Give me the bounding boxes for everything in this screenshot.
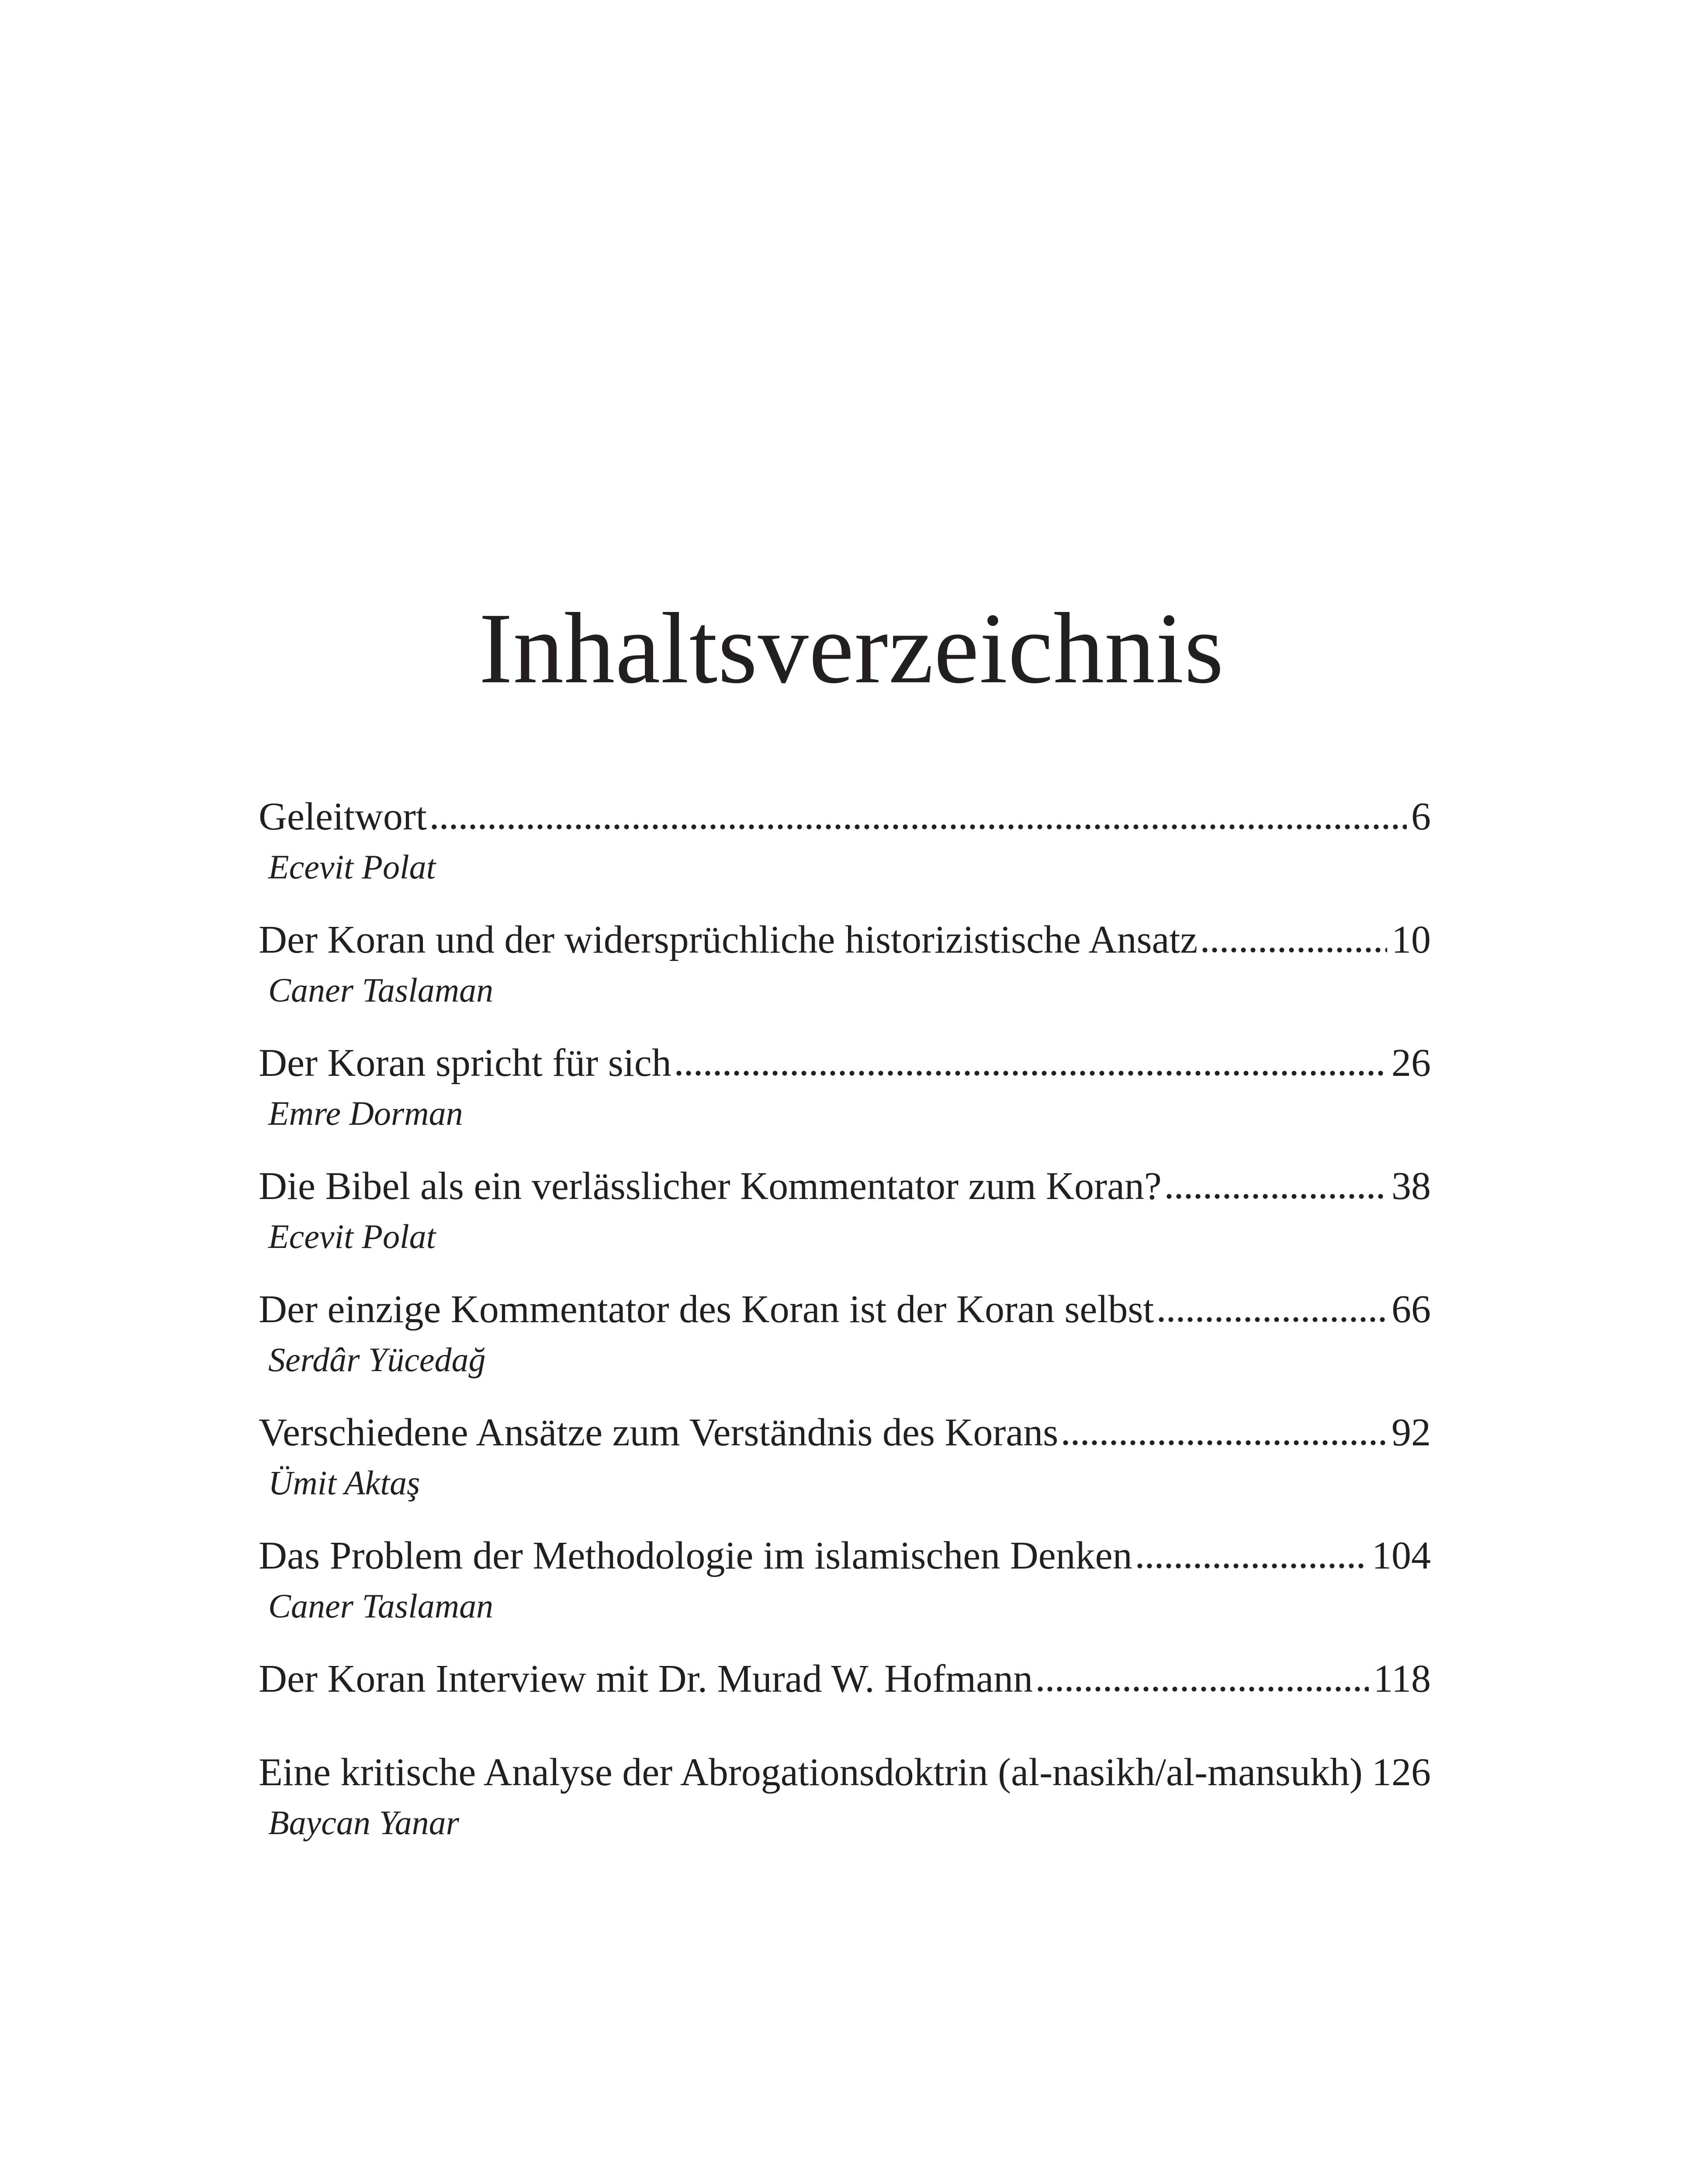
toc-page-number: 104	[1372, 1534, 1431, 1577]
toc-page-number: 66	[1391, 1288, 1431, 1331]
toc-page-number: 118	[1373, 1657, 1431, 1700]
toc-entry-title: Geleitwort	[259, 795, 427, 838]
dot-leader	[429, 821, 1407, 829]
toc-line	[259, 1037, 1431, 1089]
toc-entry-author: Emre Dorman	[268, 1094, 463, 1132]
dot-leader	[674, 1067, 1387, 1076]
toc-entry-author: Caner Taslaman	[268, 971, 494, 1009]
toc-entry-author: Serdâr Yücedağ	[268, 1341, 486, 1379]
toc-entry	[259, 1037, 1431, 1137]
toc-line	[259, 1653, 1431, 1705]
toc-entry-author: Ecevit Polat	[268, 848, 436, 886]
toc-entry	[259, 914, 1431, 1014]
toc-entry-title: Der Koran spricht für sich	[259, 1041, 672, 1085]
toc-entry	[259, 1746, 1431, 1847]
dot-leader	[1035, 1683, 1369, 1692]
toc-entry	[259, 1160, 1431, 1261]
toc-page-number: 38	[1391, 1165, 1431, 1208]
page-title: Inhaltsverzeichnis	[479, 592, 1224, 705]
toc-line	[259, 1746, 1431, 1799]
toc-entry	[259, 1283, 1431, 1384]
toc-line	[259, 1160, 1431, 1213]
toc-entry-title: Verschiedene Ansätze zum Verständnis des Korans	[259, 1411, 1059, 1454]
dot-leader	[1061, 1437, 1387, 1445]
toc-entry	[259, 1530, 1431, 1630]
dot-leader	[1200, 944, 1387, 953]
dot-leader	[1135, 1560, 1367, 1569]
toc-page-number: 92	[1391, 1411, 1431, 1454]
toc-entry-title: Der Koran Interview mit Dr. Murad W. Hofmann	[259, 1657, 1033, 1700]
toc-line	[259, 1283, 1431, 1336]
toc-entry-author: Caner Taslaman	[268, 1587, 494, 1625]
toc-entry-author: Ecevit Polat	[268, 1217, 436, 1255]
toc-page-number: 126	[1372, 1751, 1431, 1794]
toc-entry-title: Der einzige Kommentator des Koran ist der Koran selbst	[259, 1288, 1154, 1331]
dot-leader	[1164, 1190, 1387, 1199]
toc-entry	[259, 1653, 1431, 1705]
toc-line	[259, 791, 1431, 843]
toc-line	[259, 1406, 1431, 1459]
toc-page-number: 26	[1391, 1041, 1431, 1085]
toc-entry	[259, 791, 1431, 891]
toc-entry	[259, 1406, 1431, 1507]
dot-leader	[1365, 1776, 1367, 1785]
toc-entry-title: Der Koran und der widersprüchliche historizistische Ansatz	[259, 918, 1198, 961]
toc-page-number: 6	[1411, 795, 1431, 838]
toc-entry-author: Ümit Aktaş	[268, 1464, 420, 1502]
toc-entry-title: Die Bibel als ein verlässlicher Kommentator zum Koran?	[259, 1165, 1162, 1208]
toc-line	[259, 914, 1431, 966]
toc-entry-title: Eine kritische Analyse der Abrogationsdoktrin (al-nasikh/al-mansukh)	[259, 1751, 1363, 1794]
toc-entry-author: Baycan Yanar	[268, 1804, 459, 1842]
toc-entry-title: Das Problem der Methodologie im islamischen Denken	[259, 1534, 1132, 1577]
dot-leader	[1156, 1313, 1387, 1322]
toc-page-number: 10	[1391, 918, 1431, 961]
toc-line	[259, 1530, 1431, 1582]
